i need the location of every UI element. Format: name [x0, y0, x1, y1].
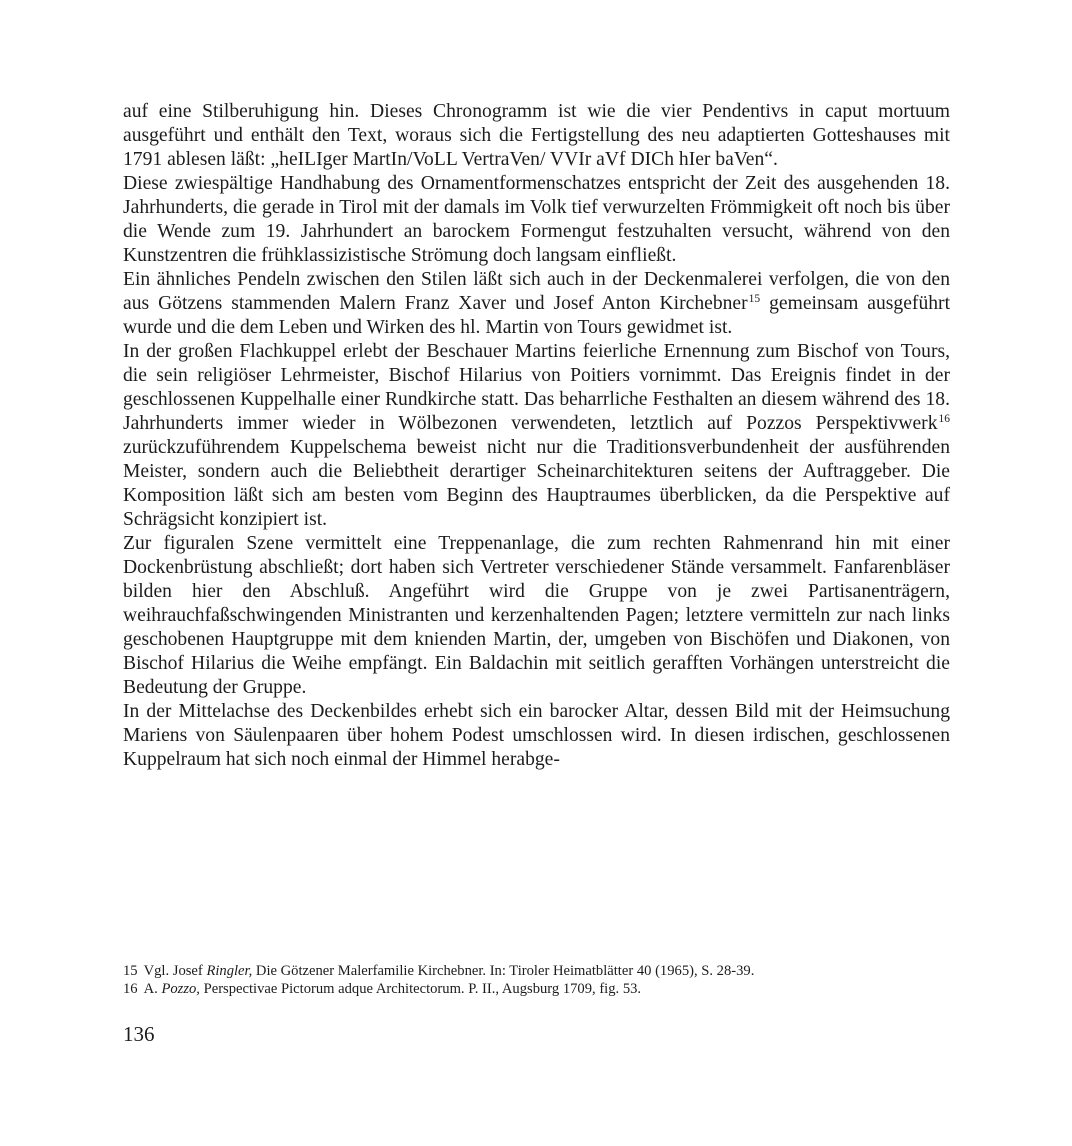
footnote-16	[123, 980, 950, 998]
paragraph-text: In der großen Flachkuppel erlebt der Beschauer Martins feierliche Ernennung zum Bischof von Tours, die sein religiöser Lehrmeister, Bischof Hilarius von Poitiers vornimmt. Das Ereignis findet in der geschlossenen Kuppelhalle einer Rundkirche statt. Das beharrliche Festhalten an diesem während des 18. Jahrhunderts immer wieder in Wölbezonen verwendeten, letztlich auf Pozzos Perspektivwerk	[123, 341, 950, 434]
paragraph-text: Zur figuralen Szene vermittelt eine Treppenanlage, die zum rechten Rahmenrand hin mit einer Dockenbrüstung abschließt; dort haben sich Vertreter verschiedener Stände versammelt. Fanfarenbläser bilden hier den Abschluß. Angeführt wird die Gruppe von je zwei Partisanenträgern, weihrauchfaßschwingenden Ministranten und kerzenhaltenden Pagen; letztere vermitteln zur nach links geschobenen Hauptgruppe mit dem knienden Martin, der, umgeben von Bischöfen und Diakonen, von Bischof Hilarius die Weihe empfängt. Ein Baldachin mit seitlich gerafften Vorhängen unterstreicht die Bedeutung der Gruppe.	[123, 533, 950, 698]
paragraph-4	[123, 340, 950, 532]
page-number: 136	[123, 1022, 155, 1046]
footnote-text: Die Götzener Malerfamilie Kirchebner. In: Tiroler Heimatblätter 40 (1965), S. 28-39.	[252, 963, 755, 979]
paragraph-text: In der Mittelachse des Deckenbildes erhebt sich ein barocker Altar, dessen Bild mit der Heimsuchung Mariens von Säulenpaaren über hohem Podest umschlossen wird. In diesen irdischen, geschlossenen Kuppelraum hat sich noch einmal der Himmel herabge-	[123, 701, 950, 770]
footnote-number: 15	[123, 963, 138, 979]
footnote-text: Perspectivae Pictorum adque Architectorum. P. II., Augsburg 1709, fig. 53.	[199, 981, 642, 997]
footnote-reference-16: 16	[938, 413, 950, 425]
paragraph-text: Diese zwiespältige Handhabung des Ornamentformenschatzes entspricht der Zeit des ausgehenden 18. Jahrhunderts, die gerade in Tirol mit der damals im Volk tief verwurzelten Frömmigkeit oft noch bis über die Wende zum 19. Jahrhundert an barockem Formengut festzuhalten versucht, während von den Kunstzentren die frühklassizistische Strömung doch langsam einfließt.	[123, 173, 950, 266]
paragraph-text: Ein ähnliches Pendeln zwischen den Stilen läßt sich auch in der Deckenmalerei verfolgen, die von den aus Götzens stammenden Malern Franz Xaver und Josef Anton Kirchebner	[123, 269, 950, 314]
footnote-author: Ringler,	[206, 963, 253, 979]
paragraph-3	[123, 268, 950, 340]
paragraph-2	[123, 172, 950, 268]
footnote-15	[123, 962, 950, 980]
footnote-reference-15: 15	[748, 293, 761, 305]
footnote-author: Pozzo,	[161, 981, 200, 997]
paragraph-text: gemeinsam ausgeführt wurde und die dem Leben und Wirken des hl. Martin von Tours gewidmet ist.	[123, 293, 951, 338]
footnote-number: 16	[123, 981, 138, 997]
paragraph-1	[123, 100, 950, 172]
paragraph-text: zurückzuführendem Kuppelschema beweist nicht nur die Traditionsverbundenheit der ausführenden Meister, sondern auch die Beliebtheit derartiger Scheinarchitekturen seitens der Auftraggeber. Die Komposition läßt sich am besten vom Beginn des Hauptraumes überblicken, da die Perspektive auf Schrägsicht konzipiert ist.	[123, 437, 950, 530]
body-text	[123, 100, 950, 772]
footnote-text: Vgl. Josef	[143, 963, 207, 979]
paragraph-text: auf eine Stilberuhigung hin. Dieses Chronogramm ist wie die vier Pendentivs in caput mortuum ausgeführt und enthält den Text, woraus sich die Fertigstellung des neu adaptierten Gotteshauses mit 1791 ablesen läßt: „heILIger MartIn/VoLL VertraVen/ VVIr aVf DICh hIer baVen“.	[123, 101, 950, 170]
footnote-text: A.	[143, 981, 162, 997]
paragraph-5	[123, 532, 950, 700]
footnotes	[123, 962, 950, 998]
paragraph-6	[123, 700, 950, 772]
